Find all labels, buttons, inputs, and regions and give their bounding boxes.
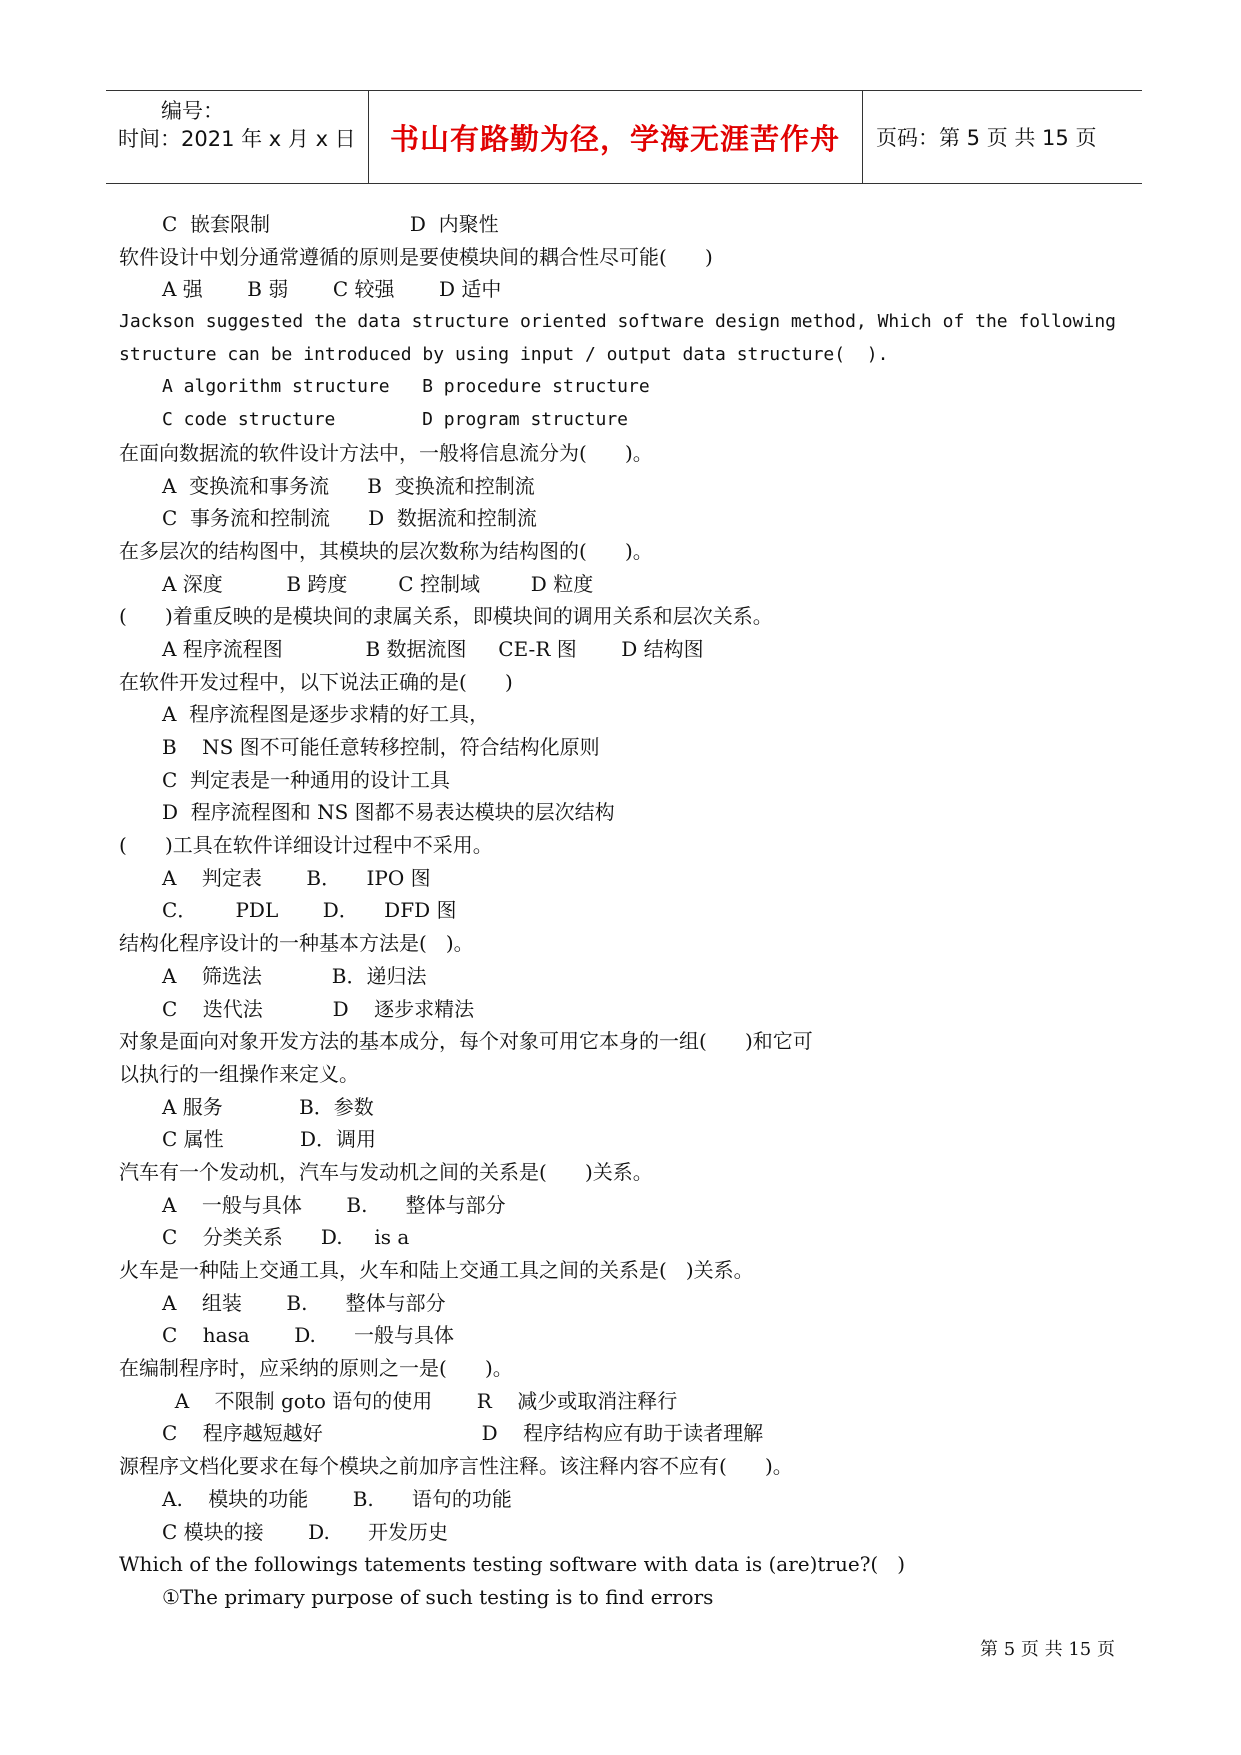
- question-text-line: structure can be introduced by using input / output data structure( ).: [119, 343, 889, 365]
- question-option-line: A 不限制 goto 语句的使用 R 减少或取消注释行: [162, 1388, 678, 1413]
- question-option-line: B NS 图不可能任意转移控制，符合结构化原则: [162, 735, 600, 759]
- question-option-line: A 筛选法 B．递归法: [162, 963, 427, 988]
- question-option-line: A. 模块的功能 B. 语句的功能: [162, 1486, 512, 1511]
- question-option-line: C code structure D program structure: [162, 409, 628, 431]
- page-header: [106, 90, 1142, 184]
- header-divider: [862, 91, 863, 183]
- question-option-line: C 属性 D．调用: [162, 1127, 376, 1152]
- question-option-line: A algorithm structure B procedure structure: [162, 376, 650, 398]
- question-text-line: ( )着重反映的是模块间的隶属关系，即模块间的调用关系和层次关系。: [119, 604, 773, 629]
- question-option-line: C 判定表是一种通用的设计工具: [162, 767, 451, 792]
- question-text-line: 以执行的一组操作来定义。: [119, 1061, 359, 1086]
- question-text-line: 在多层次的结构图中，其模块的层次数称为结构图的( )。: [119, 538, 653, 563]
- question-text-line: 软件设计中划分通常遵循的原则是要使模块间的耦合性尽可能( ): [119, 244, 713, 269]
- header-page-info: 页码：第 5 页 共 15 页: [876, 126, 1097, 150]
- question-text-line: 在编制程序时，应采纳的原则之一是( )。: [119, 1356, 513, 1381]
- question-text-line: 火车是一种陆上交通工具，火车和陆上交通工具之间的关系是( )关系。: [119, 1258, 754, 1282]
- question-text-line: Jackson suggested the data structure oriented software design method, Which of the following: [119, 311, 1116, 333]
- question-text-line: 源程序文档化要求在每个模块之前加序言性注释。该注释内容不应有( )。: [119, 1454, 793, 1479]
- question-option-line: A 强 B 弱 C 较强 D 适中: [162, 277, 502, 302]
- question-text-line: 在软件开发过程中，以下说法正确的是( ): [119, 669, 513, 694]
- question-option-line: D 程序流程图和 NS 图都不易表达模块的层次结构: [162, 800, 615, 825]
- question-option-line: C hasa D. 一般与具体: [162, 1323, 455, 1348]
- question-option-line: A 一般与具体 B. 整体与部分: [162, 1192, 506, 1217]
- question-text-line: Which of the followings tatements testing software with data is (are)true?( ): [119, 1552, 906, 1577]
- question-option-line: C 模块的接 D. 开发历史: [162, 1519, 448, 1544]
- question-text-line: 在面向数据流的软件设计方法中，一般将信息流分为( )。: [119, 440, 653, 465]
- header-motto: 书山有路勤为径，学海无涯苦作舟: [389, 121, 840, 156]
- question-text-line: 对象是面向对象开发方法的基本成分，每个对象可用它本身的一组( )和它可: [119, 1029, 813, 1054]
- question-option-line: A 程序流程图 B 数据流图 CE-R 图 D 结构图: [162, 636, 704, 661]
- question-option-line: A 程序流程图是逐步求精的好工具，: [162, 702, 490, 727]
- header-meta: [118, 91, 364, 183]
- document-number-label: 编号：: [161, 99, 224, 123]
- question-option-line: C． PDL D． DFD 图: [162, 898, 457, 923]
- page-footer: 第 5 页 共 15 页: [980, 1639, 1115, 1660]
- question-option-line: A 变换流和事务流 B 变换流和控制流: [162, 473, 535, 498]
- question-text-line: 汽车有一个发动机，汽车与发动机之间的关系是( )关系。: [119, 1159, 653, 1184]
- question-option-line: C 事务流和控制流 D 数据流和控制流: [162, 506, 537, 531]
- question-option-line: ①The primary purpose of such testing is to find errors: [162, 1584, 714, 1609]
- document-body: [119, 208, 1139, 1614]
- question-option-line: C 分类关系 D. is a: [162, 1225, 410, 1250]
- question-text-line: ( )工具在软件详细设计过程中不采用。: [119, 833, 493, 858]
- question-option-line: C 迭代法 D 逐步求精法: [162, 996, 475, 1021]
- question-option-line: C 嵌套限制 D 内聚性: [162, 212, 499, 236]
- question-text-line: 结构化程序设计的一种基本方法是( )。: [119, 931, 474, 956]
- question-option-line: A 深度 B 跨度 C 控制域 D 粒度: [162, 571, 594, 596]
- question-option-line: A 服务 B．参数: [162, 1094, 374, 1119]
- question-option-line: C 程序越短越好 D 程序结构应有助于读者理解: [162, 1421, 764, 1446]
- document-time-label: 时间：2021 年 x 月 x 日: [118, 127, 356, 151]
- question-option-line: A 判定表 B． IPO 图: [162, 865, 431, 890]
- question-option-line: A 组装 B. 整体与部分: [162, 1290, 446, 1315]
